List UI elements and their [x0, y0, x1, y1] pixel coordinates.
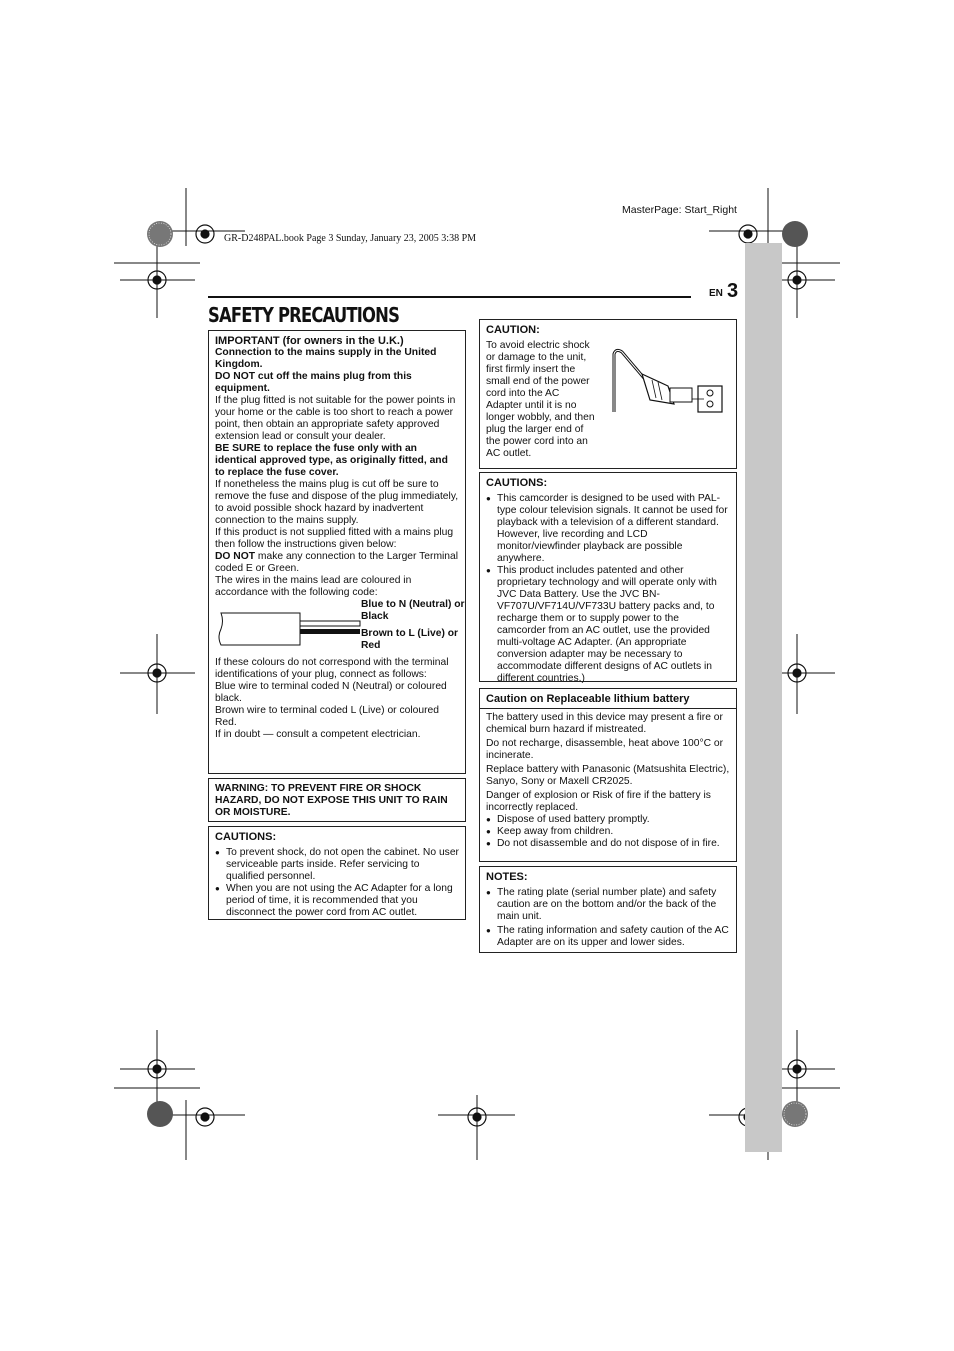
cautions-right-heading: CAUTIONS:: [486, 477, 548, 489]
uk-p6: If this product is not supplied fitted with a mains plug then follow the instructions given below:: [215, 527, 454, 550]
wire-blue-label: Blue to N (Neutral) or Black: [361, 599, 465, 622]
uk-p10: Blue wire to terminal coded N (Neutral) or coloured black.: [215, 681, 447, 704]
lithium-heading: Caution on Replaceable lithium battery: [486, 693, 690, 705]
lithium-p3: Replace battery with Panasonic (Matsushita Electric), Sanyo, Sony or Maxell CR2025.: [486, 764, 730, 787]
list-item: ● The rating information and safety caution of the AC Adapter are on its upper and lower sides.: [486, 925, 730, 949]
uk-p9: If these colours do not correspond with the terminal identifications of your plug, connect as follows:: [215, 657, 449, 680]
wire-diagram: [215, 599, 465, 657]
page-number: 3: [727, 280, 739, 302]
uk-important-box: [208, 330, 466, 774]
list-item: ● Keep away from children.: [486, 826, 730, 838]
caution-text: To avoid electric shock or damage to the unit, first firmly insert the small end of the power cord into the AC Adapter until it is no longer wobbly, and then plug the larger end of the power cord into an AC outlet.: [486, 340, 595, 459]
list-item: ● Dispose of used battery promptly.: [486, 814, 730, 826]
uk-p8: The wires in the mains lead are coloured in accordance with the following code:: [215, 575, 412, 598]
power-cord-illustration: [610, 342, 730, 432]
uk-p3: If the plug fitted is not suitable for the power points in your home or the cable is too short to reach a power point, then obtain an appropriate safety approved extension lead or consult your dealer.: [215, 395, 456, 442]
masterpage-label: MasterPage: Start_Right: [622, 204, 737, 216]
uk-p1: Connection to the mains supply in the United Kingdom.: [215, 347, 437, 370]
page-tab-sidebar: [745, 243, 782, 1152]
list-item: ● This camcorder is designed to be used with PAL-type colour television signals. It cannot be used for playback with a television of a different standard. However, live recording and LCD monitor/viewfinder playback are possible anywhere.: [486, 493, 730, 565]
uk-p7: DO NOT make any connection to the Larger Terminal coded E or Green.: [215, 551, 459, 574]
list-item: ● The rating plate (serial number plate) and safety caution are on the bottom and/or the back of the main unit.: [486, 887, 730, 923]
list-item: ● To prevent shock, do not open the cabinet. No user serviceable parts inside. Refer servicing to qualified personnel.: [215, 847, 459, 883]
lithium-battery-box: [479, 688, 737, 862]
warning-box: WARNING: TO PREVENT FIRE OR SHOCK HAZARD, DO NOT EXPOSE THIS UNIT TO RAIN OR MOISTURE.: [208, 778, 466, 822]
uk-p2: DO NOT cut off the mains plug from this equipment.: [215, 371, 412, 394]
caution-heading: CAUTION:: [486, 324, 540, 336]
cautions-left-heading: CAUTIONS:: [215, 831, 277, 843]
lithium-p4: Danger of explosion or Risk of fire if the battery is incorrectly replaced.: [486, 790, 711, 813]
title-rule: [208, 296, 691, 298]
uk-p12: If in doubt — consult a competent electrician.: [215, 729, 421, 740]
language-label: EN: [709, 288, 723, 299]
notes-box: [479, 866, 737, 953]
uk-p4: BE SURE to replace the fuse only with an identical approved type, as originally fitted, and to replace the fuse cover.: [215, 443, 448, 478]
list-item: ● This product includes patented and other proprietary technology and will operate only with JVC Data Battery. Use the JVC BN-VF707U/VF714U/VF733U battery packs and, to recharge them or to supply power to the camcorder from an AC outlet, use the provided multi-voltage AC Adapter. (An appropriate conversion adapter may be necessary to accommodate different designs of AC outlets in different countries.): [486, 565, 730, 685]
lithium-p1: The battery used in this device may present a fire or chemical burn hazard if mistreated.: [486, 712, 723, 735]
page-title: SAFETY PRECAUTIONS: [208, 303, 400, 327]
notes-heading: NOTES:: [486, 871, 528, 883]
cautions-right-box: [479, 472, 737, 682]
mains-cable-illustration: [215, 611, 365, 651]
book-info: GR-D248PAL.book Page 3 Sunday, January 23, 2005 3:38 PM: [224, 233, 477, 244]
list-item: ● When you are not using the AC Adapter for a long period of time, it is recommended that you disconnect the power cord from AC outlet.: [215, 883, 459, 919]
lithium-p2: Do not recharge, disassemble, heat above 100°C or incinerate.: [486, 738, 724, 761]
wire-brown-label: Brown to L (Live) or Red: [361, 628, 459, 651]
uk-p5: If nonetheless the mains plug is cut off be sure to remove the fuse and dispose of the plug immediately, to avoid possible shock hazard by inadvertent connection to the mains supply.: [215, 479, 459, 526]
list-item: ● Do not disassemble and do not dispose of in fire.: [486, 838, 730, 850]
uk-p11: Brown wire to terminal coded L (Live) or coloured Red.: [215, 705, 439, 728]
cautions-left-box: [208, 826, 466, 920]
caution-power-cord-box: [479, 319, 737, 469]
uk-heading: IMPORTANT (for owners in the U.K.): [215, 335, 404, 347]
